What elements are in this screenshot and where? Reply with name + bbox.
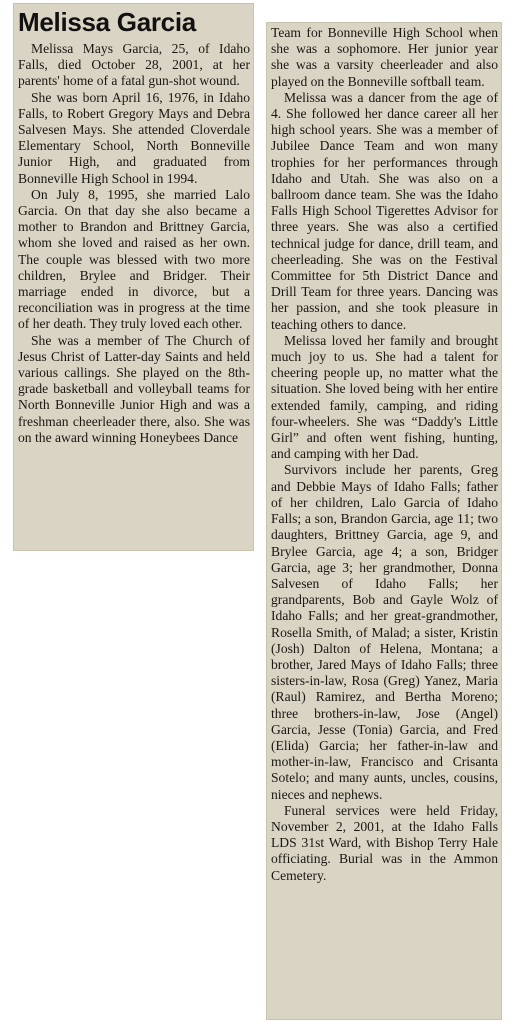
- newspaper-clipping-right: [266, 22, 502, 1020]
- obituary-paragraph: Survivors include her parents, Greg and Debbie Mays of Idaho Falls; father of her children, Lalo Garcia of Idaho Falls; a son, Brandon Garcia, age 11; two daughters, Brittney Garcia, age 9, and Brylee Garcia, age 4; a son, Bridger Garcia, age 3; her grandmother, Donna Salvesen of Idaho Falls; her grandparents, Bob and Gayle Wolz of Idaho Falls; and her great-grandmother, Rosella Smith, of Malad; a sister, Kristin (Josh) Dalton of Helena, Montana; a brother, Jared Mays of Idaho Falls; three sisters-in-law, Rosa (Greg) Yanez, Maria (Raul) Ramirez, and Bertha Moreno; three brothers-in-law, Jose (Angel) Garcia, Jesse (Tonia) Garcia, and Fred (Elida) Garcia; her father-in-law and mother-in-law, Francisco and Crisanta Sotelo; and many aunts, uncles, cousins, nieces and nephews.: [271, 462, 498, 802]
- obituary-paragraph: On July 8, 1995, she married Lalo Garcia. On that day she also became a mother to Brandon and Brittney Garcia, whom she loved and raised as her own. The couple was blessed with two more children, Brylee and Bridger. Their marriage ended in divorce, but a reconciliation was in progress at the time of her death. They truly loved each other.: [18, 186, 250, 332]
- obituary-headline: Melissa Garcia: [18, 7, 196, 37]
- obituary-paragraph: She was born April 16, 1976, in Idaho Falls, to Robert Gregory Mays and Debra Salvesen Mays. She attended Cloverdale Elementary School, North Bonneville Junior High, and graduated from Bonneville High School in 1994.: [18, 89, 250, 186]
- obituary-paragraph: Melissa was a dancer from the age of 4. She followed her dance career all her high school years. She was a member of Jubilee Dance Team and won many trophies for her performances through Idaho and Utah. She was also on a ballroom dance team. She was the Idaho Falls High School Tigerettes Advisor for three years. She was also a certified technical judge for dance, drill team, and cheerleading. She was on the Festival Committee for 5th District Dance and Drill Team for three years. Dancing was her passion, and she took pleasure in teaching others to dance.: [271, 89, 498, 332]
- obituary-paragraph: She was a member of The Church of Jesus Christ of Latter-day Saints and held various callings. She played on the 8th-grade basketball and volleyball teams for North Bonneville Junior High and was a freshman cheerleader there, also. She was on the award winning Honeybees Dance: [18, 332, 250, 445]
- obituary-paragraph: Melissa loved her family and brought much joy to us. She had a talent for cheering people up, no matter what the situation. She loved being with her entire extended family, camping, and riding four-wheelers. She was “Daddy's Little Girl” and often went fishing, hunting, and camping with her Dad.: [271, 332, 498, 462]
- obituary-paragraph: Funeral services were held Friday, November 2, 2001, at the Idaho Falls LDS 31st Ward, with Bishop Terry Hale officiating. Burial was in the Ammon Cemetery.: [271, 802, 498, 883]
- obituary-paragraph-continued: Team for Bonneville High School when she was a sophomore. Her junior year she was a varsity cheerleader and also played on the Bonneville softball team.: [271, 25, 498, 89]
- obituary-paragraph: Melissa Mays Garcia, 25, of Idaho Falls, died October 28, 2001, at her parents' home of a fatal gun-shot wound.: [18, 41, 250, 89]
- newspaper-clipping-left: [13, 3, 254, 551]
